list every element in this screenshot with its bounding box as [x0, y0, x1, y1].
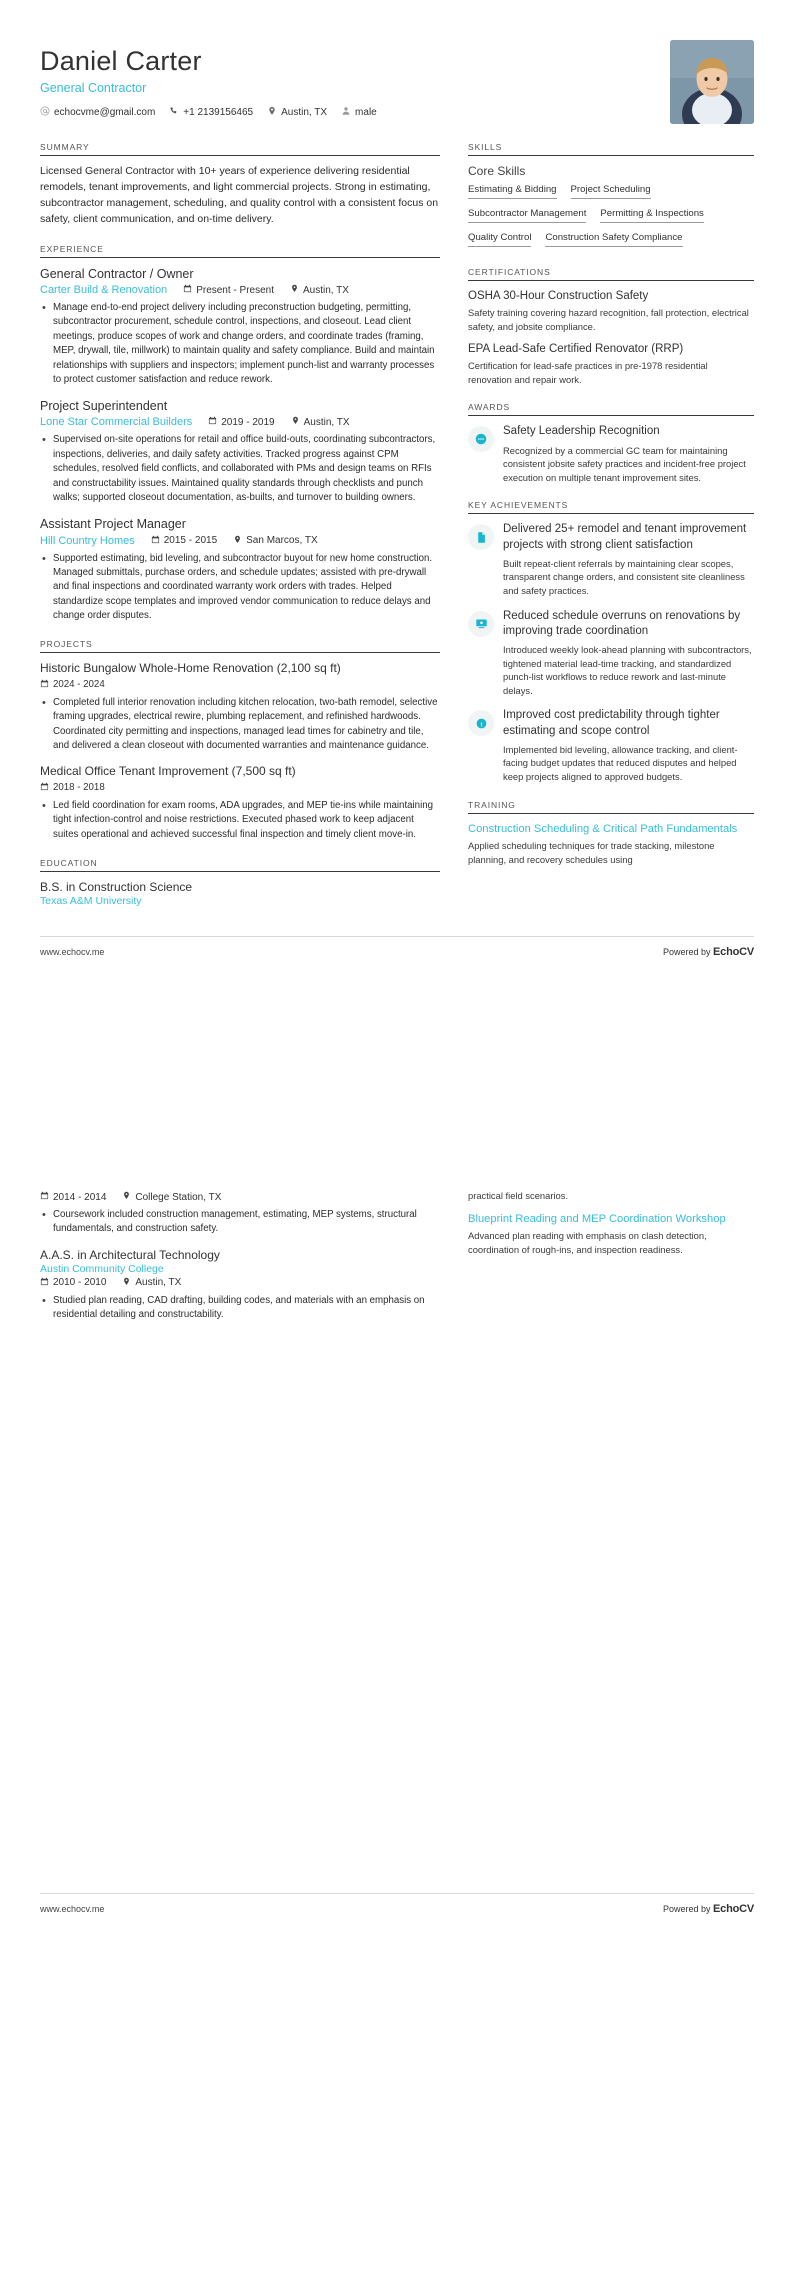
email-icon: [40, 106, 50, 119]
project-dates: [40, 782, 440, 794]
calendar-icon: [40, 1191, 49, 1203]
education-dates-text: 2014 - 2014: [53, 1191, 107, 1203]
contact-location-text: Austin, TX: [281, 107, 328, 119]
experience-entry: [40, 398, 440, 505]
experience-entry: [40, 266, 440, 387]
list-item: • Completed full interior renovation including kitchen relocation, two-bath remodel, selective framing upgrades, electrical rewire, plumbing replacement, and refinished hardwoods. Coordinated city permitting and inspections, managed lead times for cabinetry and tile, and delivered a clean closeout with documented warranties and maintenance guidance.: [40, 696, 440, 753]
location-icon: [122, 1191, 131, 1203]
section-heading-education: EDUCATION: [40, 858, 98, 869]
skill-chip: Estimating & Bidding: [468, 184, 557, 199]
skill-chip: Subcontractor Management: [468, 208, 586, 223]
section-heading-certifications: CERTIFICATIONS: [468, 267, 551, 277]
award-body: [503, 424, 754, 484]
achievement-description: Introduced weekly look-ahead planning with subcontractors, tightened material lead-time tracking, and standardized punch-list workflows to reduce rework and last-minute delays.: [503, 643, 752, 696]
experience-bullets: [40, 552, 440, 624]
experience-entry: [40, 516, 440, 623]
education-school[interactable]: Austin Community College: [40, 1262, 164, 1275]
location-icon: [267, 106, 277, 119]
footer-brand-name: EchoCV: [713, 1903, 754, 1916]
skills-list: [468, 184, 754, 251]
education-entry: [40, 1248, 440, 1323]
education-location: [122, 1277, 181, 1289]
project-entry: [40, 661, 440, 753]
skill-chip: Quality Control: [468, 232, 531, 247]
achievement-item: [468, 522, 754, 597]
education-entry: [40, 1191, 440, 1237]
experience-role: Assistant Project Manager: [40, 517, 186, 532]
education-meta: [40, 1191, 440, 1203]
calendar-icon: [40, 782, 49, 794]
training-name[interactable]: Blueprint Reading and MEP Coordination Workshop: [468, 1212, 726, 1225]
divider: [468, 155, 754, 156]
experience-company[interactable]: Lone Star Commercial Builders: [40, 416, 193, 429]
project-bullets: [40, 696, 440, 753]
job-title: General Contractor: [40, 81, 147, 96]
footer-powered-label: Powered by: [662, 947, 714, 958]
achievement-title: Improved cost predictability through tighter estimating and scope control: [503, 709, 720, 737]
education-meta: [40, 1277, 440, 1289]
resume-columns-page2: [40, 1189, 754, 1333]
experience-location-text: Austin, TX: [303, 416, 350, 428]
dots-circle-icon: [468, 426, 494, 452]
footer-brand-name: EchoCV: [713, 946, 754, 959]
certification-name: EPA Lead-Safe Certified Renovator (RRP): [468, 343, 684, 356]
experience-bullets: [40, 301, 440, 387]
training-description-continued: practical field scenarios.: [468, 1190, 569, 1201]
section-heading-summary: SUMMARY: [40, 142, 90, 152]
contact-phone: [169, 106, 253, 119]
achievement-title: Delivered 25+ remodel and tenant improvement projects with strong client satisfaction: [503, 523, 747, 551]
footer-powered-label: Powered by: [662, 1904, 714, 1915]
contact-email-text: echocvme@gmail.com: [54, 107, 156, 119]
education-location-text: Austin, TX: [135, 1277, 182, 1289]
contact-gender: [341, 106, 377, 119]
right-column: [468, 138, 754, 876]
footer-brand: [663, 1903, 754, 1915]
resume-columns: [40, 138, 754, 918]
left-column: [40, 138, 440, 918]
phone-icon: [169, 106, 179, 119]
divider: [468, 513, 754, 514]
contact-location: [267, 106, 327, 119]
training-description: Advanced plan reading with emphasis on clash detection, coordination of rough-ins, and inspection readiness.: [468, 1230, 707, 1256]
experience-bullets: [40, 433, 440, 505]
contact-email: [40, 106, 155, 119]
education-dates: [40, 1277, 106, 1289]
experience-meta: [40, 416, 440, 428]
page-title: Daniel Carter: [40, 46, 202, 76]
project-title: Medical Office Tenant Improvement (7,500 sq ft): [40, 764, 296, 779]
certification-description: Certification for lead-safe practices in pre-1978 residential renovation and repair work.: [468, 360, 708, 385]
header-identity: [40, 40, 377, 119]
gender-icon: [341, 106, 351, 119]
divider: [40, 257, 440, 258]
section-heading-experience: EXPERIENCE: [40, 243, 104, 254]
list-item: • Manage end-to-end project delivery including preconstruction budgeting, permitting, subcontractor procurement, schedule control, inspections, and closeout. Lead client meetings, produce scopes of work and change orders, and coordinate trades (framing, MEP, drywall, tile, millwork) to maintain quality and safety compliance. Build and maintain relationships with suppliers and inspectors; implement punch-list and warranty processes to protect customer satisfaction and reduce rework.: [40, 301, 440, 387]
project-dates: [40, 679, 440, 691]
avatar: [670, 40, 754, 124]
footer-url[interactable]: www.echocv.me: [40, 947, 105, 958]
education-degree: B.S. in Construction Science: [40, 880, 193, 895]
experience-company[interactable]: Hill Country Homes: [40, 534, 135, 547]
achievement-body: [503, 522, 754, 597]
contact-phone-text: +1 2139156465: [183, 107, 254, 119]
experience-role: General Contractor / Owner: [40, 266, 194, 281]
section-heading-awards: AWARDS: [468, 402, 511, 413]
education-location-text: College Station, TX: [135, 1191, 222, 1203]
project-dates-text: 2024 - 2024: [53, 679, 105, 691]
experience-meta: [40, 535, 440, 547]
divider: [40, 652, 440, 653]
page-break: [0, 1123, 794, 1149]
resume-header: [40, 32, 754, 138]
achievement-description: Built repeat-client referrals by maintaining clear scopes, transparent change orders, and consistent site cleanliness and safety practices.: [503, 557, 745, 597]
calendar-icon: [151, 535, 160, 547]
svg-text:t: t: [480, 721, 482, 729]
divider: [468, 280, 754, 281]
experience-dates: [183, 284, 274, 296]
list-item: • Led field coordination for exam rooms, ADA upgrades, and MEP tie-ins while maintaining tight infection-control and noise restrictions. Executed phased work to keep adjacent suites operational and achieved successful final inspection and timely client move-in.: [40, 799, 440, 842]
education-dates-text: 2010 - 2010: [53, 1277, 107, 1289]
certification-name: OSHA 30-Hour Construction Safety: [468, 290, 649, 302]
contact-gender-text: male: [355, 107, 377, 119]
achievement-description: Implemented bid leveling, allowance tracking, and client-facing budget updates that reduced disputes and helped keep projects aligned to approved budgets.: [503, 743, 738, 783]
page-footer: [40, 936, 754, 972]
achievement-body: [503, 708, 754, 783]
experience-dates: [208, 416, 274, 428]
education-degree: A.A.S. in Architectural Technology: [40, 1247, 220, 1262]
page-footer: [40, 1893, 754, 1929]
project-entry: [40, 764, 440, 842]
achievement-title: Reduced schedule overruns on renovations by improving trade coordination: [503, 609, 741, 637]
experience-meta: [40, 284, 440, 296]
education-bullets: [40, 1208, 440, 1237]
monitor-icon: [468, 611, 494, 637]
summary-text: Licensed General Contractor with 10+ years of experience delivering residential remodels, tenant improvements, and light commercial projects. Strong in estimating, subcontractor management, scheduling, and quality control with a consistent focus on safety, client communication, and on-time delivery.: [40, 165, 439, 225]
divider: [40, 871, 440, 872]
award-description: Recognized by a commercial GC team for maintaining consistent jobsite safety practices and incident-free project execution on multiple tenant improvement sites.: [503, 444, 746, 483]
right-column-page2: [468, 1189, 754, 1266]
training-name[interactable]: Construction Scheduling & Critical Path Fundamentals: [468, 822, 738, 835]
location-icon: [291, 416, 300, 428]
calendar-icon: [208, 416, 217, 428]
achievement-body: [503, 609, 754, 698]
skill-chip: Permitting & Inspections: [600, 208, 703, 223]
skill-chip: Construction Safety Compliance: [545, 232, 682, 247]
award-item: [468, 424, 754, 484]
experience-location-text: San Marcos, TX: [246, 535, 318, 547]
award-title: Safety Leadership Recognition: [503, 425, 660, 438]
skills-group-title: Core Skills: [468, 164, 526, 178]
list-item: • Studied plan reading, CAD drafting, building codes, and materials with an emphasis on residential detailing and constructability.: [40, 1294, 440, 1323]
document-icon: [468, 524, 494, 550]
section-heading-training: TRAINING: [468, 799, 516, 810]
experience-dates-text: 2015 - 2015: [163, 535, 218, 547]
certification-description: Safety training covering hazard recognition, fall protection, electrical safety, and jobsite compliance.: [468, 306, 749, 332]
experience-dates-text: 2019 - 2019: [221, 416, 275, 428]
tag-icon: [468, 710, 494, 736]
education-dates: [40, 1191, 106, 1203]
experience-location: [233, 535, 318, 547]
project-title: Historic Bungalow Whole-Home Renovation (2,100 sq ft): [40, 661, 341, 676]
list-item: • Supervised on-site operations for retail and office build-outs, coordinating subcontractors, inspections, deliveries, and daily safety activities. Tracked progress against CPM schedules, resolved field conflicts, and collaborated with PMs and design teams on RFIs and constructability issues. Maintained quality standards through checklists and punch walks; supported closeout documentation, as-builts, and turnover to building owners.: [40, 433, 440, 505]
experience-location: [290, 284, 349, 296]
divider: [40, 155, 440, 156]
training-item-continued: [468, 1189, 754, 1203]
project-dates-text: 2018 - 2018: [53, 782, 105, 794]
certification-item: [468, 289, 754, 333]
location-icon: [290, 284, 299, 296]
training-item: [468, 822, 754, 867]
location-icon: [233, 535, 242, 547]
education-entry: [40, 880, 440, 907]
training-description: Applied scheduling techniques for trade stacking, milestone planning, and recovery schedules using: [468, 840, 715, 866]
section-heading-skills: SKILLS: [468, 142, 503, 152]
experience-dates: [151, 535, 217, 547]
location-icon: [122, 1277, 131, 1289]
experience-dates-text: Present - Present: [196, 284, 274, 296]
skill-chip: Project Scheduling: [571, 184, 651, 199]
training-item: [468, 1212, 754, 1257]
divider: [468, 813, 754, 814]
experience-company[interactable]: Carter Build & Renovation: [40, 284, 168, 297]
certification-item: [468, 342, 754, 386]
section-heading-key-achievements: KEY ACHIEVEMENTS: [468, 500, 569, 511]
calendar-icon: [40, 1277, 49, 1289]
education-bullets: [40, 1294, 440, 1323]
experience-role: Project Superintendent: [40, 399, 168, 414]
list-item: • Supported estimating, bid leveling, and subcontractor buyout for new home construction. Managed submittals, purchase orders, and schedule updates; assisted with pre-drywall and final inspections and coordinated warranty work orders with trades. Helped standardize scope templates and improved vendor communication to reduce delays and change order disputes.: [40, 552, 440, 624]
project-bullets: [40, 799, 440, 842]
education-location: [122, 1191, 221, 1203]
calendar-icon: [183, 284, 192, 296]
experience-location: [291, 416, 350, 428]
footer-brand: [663, 946, 754, 958]
education-school[interactable]: Texas A&M University: [40, 895, 142, 908]
resume-page-2: [0, 1149, 794, 2272]
resume-page-1: [0, 0, 794, 1123]
calendar-icon: [40, 679, 49, 691]
experience-location-text: Austin, TX: [303, 284, 349, 296]
left-column-page2: [40, 1189, 440, 1333]
achievement-item: [468, 708, 754, 783]
section-heading-projects: PROJECTS: [40, 639, 93, 650]
contact-row: [40, 106, 377, 119]
list-item: • Coursework included construction management, estimating, MEP systems, structural fundamentals, and construction safety.: [40, 1208, 440, 1237]
divider: [468, 415, 754, 416]
achievement-item: [468, 609, 754, 698]
footer-url[interactable]: www.echocv.me: [40, 1904, 105, 1915]
